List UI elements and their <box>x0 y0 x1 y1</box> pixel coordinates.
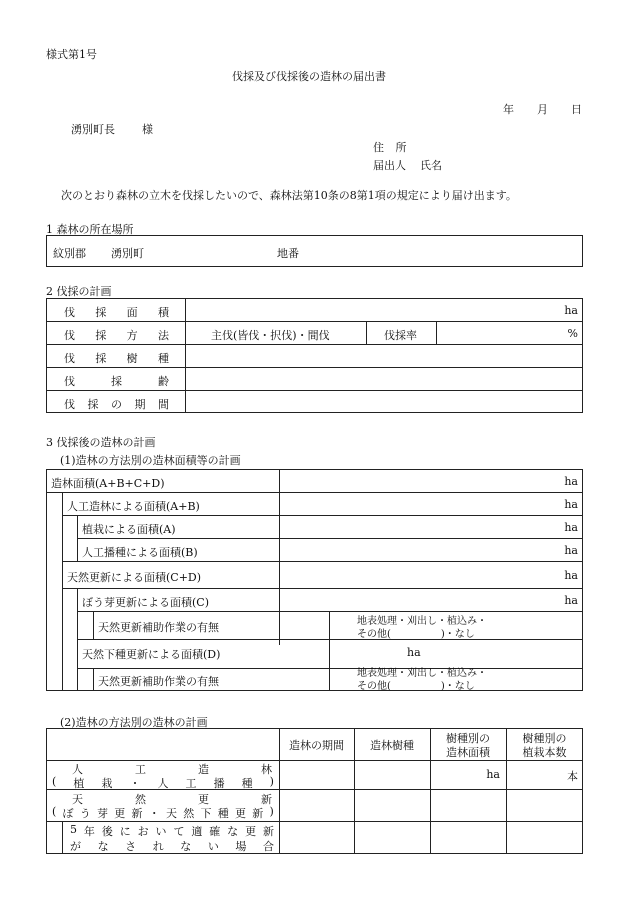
row-artificial-area-unit: ha <box>486 768 500 781</box>
assist-options-2-line2: その他( )・なし <box>357 681 475 692</box>
section3-heading: 3 伐採後の造林の計画 <box>46 436 156 449</box>
form-title: 伐採及び伐採後の造林の届出書 <box>232 70 386 83</box>
planting-area-label: 植栽による面積(A) <box>82 523 176 536</box>
date-year-label: 年 <box>503 103 514 116</box>
row-natural-line1: 天 然 更 新 <box>72 793 272 806</box>
harvest-area-label: 伐 採 面 積 <box>64 306 169 319</box>
county-label: 紋別郡 <box>53 247 86 260</box>
section2-heading: 2 伐採の計画 <box>46 285 112 298</box>
harvest-area-unit: ha <box>564 304 578 317</box>
name-label: 氏名 <box>420 159 442 172</box>
assist-options-2-line1: 地表処理・刈出し・植込み・ <box>357 668 487 679</box>
total-area-unit: ha <box>564 475 578 488</box>
seedfall-area-unit: ha <box>407 646 421 659</box>
seeding-area-unit: ha <box>564 544 578 557</box>
address-label: 住 所 <box>373 141 411 154</box>
subsection1-heading: (1)造林の方法別の造林面積等の計画 <box>60 454 241 467</box>
sprout-area-unit: ha <box>564 594 578 607</box>
harvest-period-label: 伐 採 の 期 間 <box>64 398 169 411</box>
row-artificial-line2: ( 植 栽 ・ 人 工 播 種 ) <box>52 775 274 790</box>
artificial-area-unit: ha <box>564 498 578 511</box>
header-count-line2: 植栽本数 <box>522 746 567 759</box>
artificial-area-label: 人工造林による面積(A+B) <box>67 500 200 513</box>
header-area-line1: 樹種別の <box>446 732 490 745</box>
lot-label: 地番 <box>277 247 299 260</box>
harvest-rate-unit: % <box>567 327 578 340</box>
harvest-method-label: 伐 採 方 法 <box>64 329 169 342</box>
row-artificial-count-unit: 本 <box>567 770 578 783</box>
town-label: 湧別町 <box>111 247 144 260</box>
harvest-species-label: 伐 採 樹 種 <box>64 352 169 365</box>
seedfall-area-label: 天然下種更新による面積(D) <box>82 648 221 661</box>
date-month-label: 月 <box>537 103 548 116</box>
assist-options-1-line1: 地表処理・刈出し・植込み・ <box>357 616 487 627</box>
assist-work-label-2: 天然更新補助作業の有無 <box>98 675 219 688</box>
natural-area-unit: ha <box>564 569 578 582</box>
assist-options-1-line2: その他( )・なし <box>357 629 475 640</box>
row-artificial-line1: 人 工 造 林 <box>72 763 272 776</box>
applicant-label: 届出人 <box>373 159 406 172</box>
natural-area-label: 天然更新による面積(C+D) <box>67 571 202 584</box>
subsection2-heading: (2)造林の方法別の造林の計画 <box>60 716 208 729</box>
form-number: 様式第1号 <box>46 48 97 61</box>
seeding-area-label: 人工播種による面積(B) <box>82 546 198 559</box>
assist-work-label-1: 天然更新補助作業の有無 <box>98 621 219 634</box>
row-natural-line2: ( ぼ う 芽 更 新 ・ 天 然 下 種 更 新 ) <box>52 805 274 820</box>
honorific: 様 <box>142 123 153 136</box>
harvest-method-value: 主伐(皆伐・択伐)・間伐 <box>211 329 330 342</box>
total-area-label: 造林面積(A+B+C+D) <box>51 477 165 490</box>
addressee: 湧別町長 <box>71 123 115 136</box>
harvest-age-label: 伐 採 齢 <box>64 375 169 388</box>
header-count-line1: 樹種別の <box>522 732 567 745</box>
harvest-rate-label: 伐採率 <box>384 329 417 342</box>
header-period: 造林の期間 <box>289 739 344 752</box>
row-failure-line2: が な さ れ な い 場 合 <box>70 840 274 853</box>
header-area-line2: 造林面積 <box>446 746 490 759</box>
planting-area-unit: ha <box>564 521 578 534</box>
section1-heading: 1 森林の所在場所 <box>46 223 134 236</box>
header-species: 造林樹種 <box>370 739 414 752</box>
row-failure-line1: 5 年 後 に お い て 適 確 な 更 新 <box>70 823 274 838</box>
sprout-area-label: ぼう芽更新による面積(C) <box>82 596 209 609</box>
statement-text: 次のとおり森林の立木を伐採したいので、森林法第10条の8第1項の規定により届け出ます。 <box>61 189 517 202</box>
date-day-label: 日 <box>571 103 582 116</box>
